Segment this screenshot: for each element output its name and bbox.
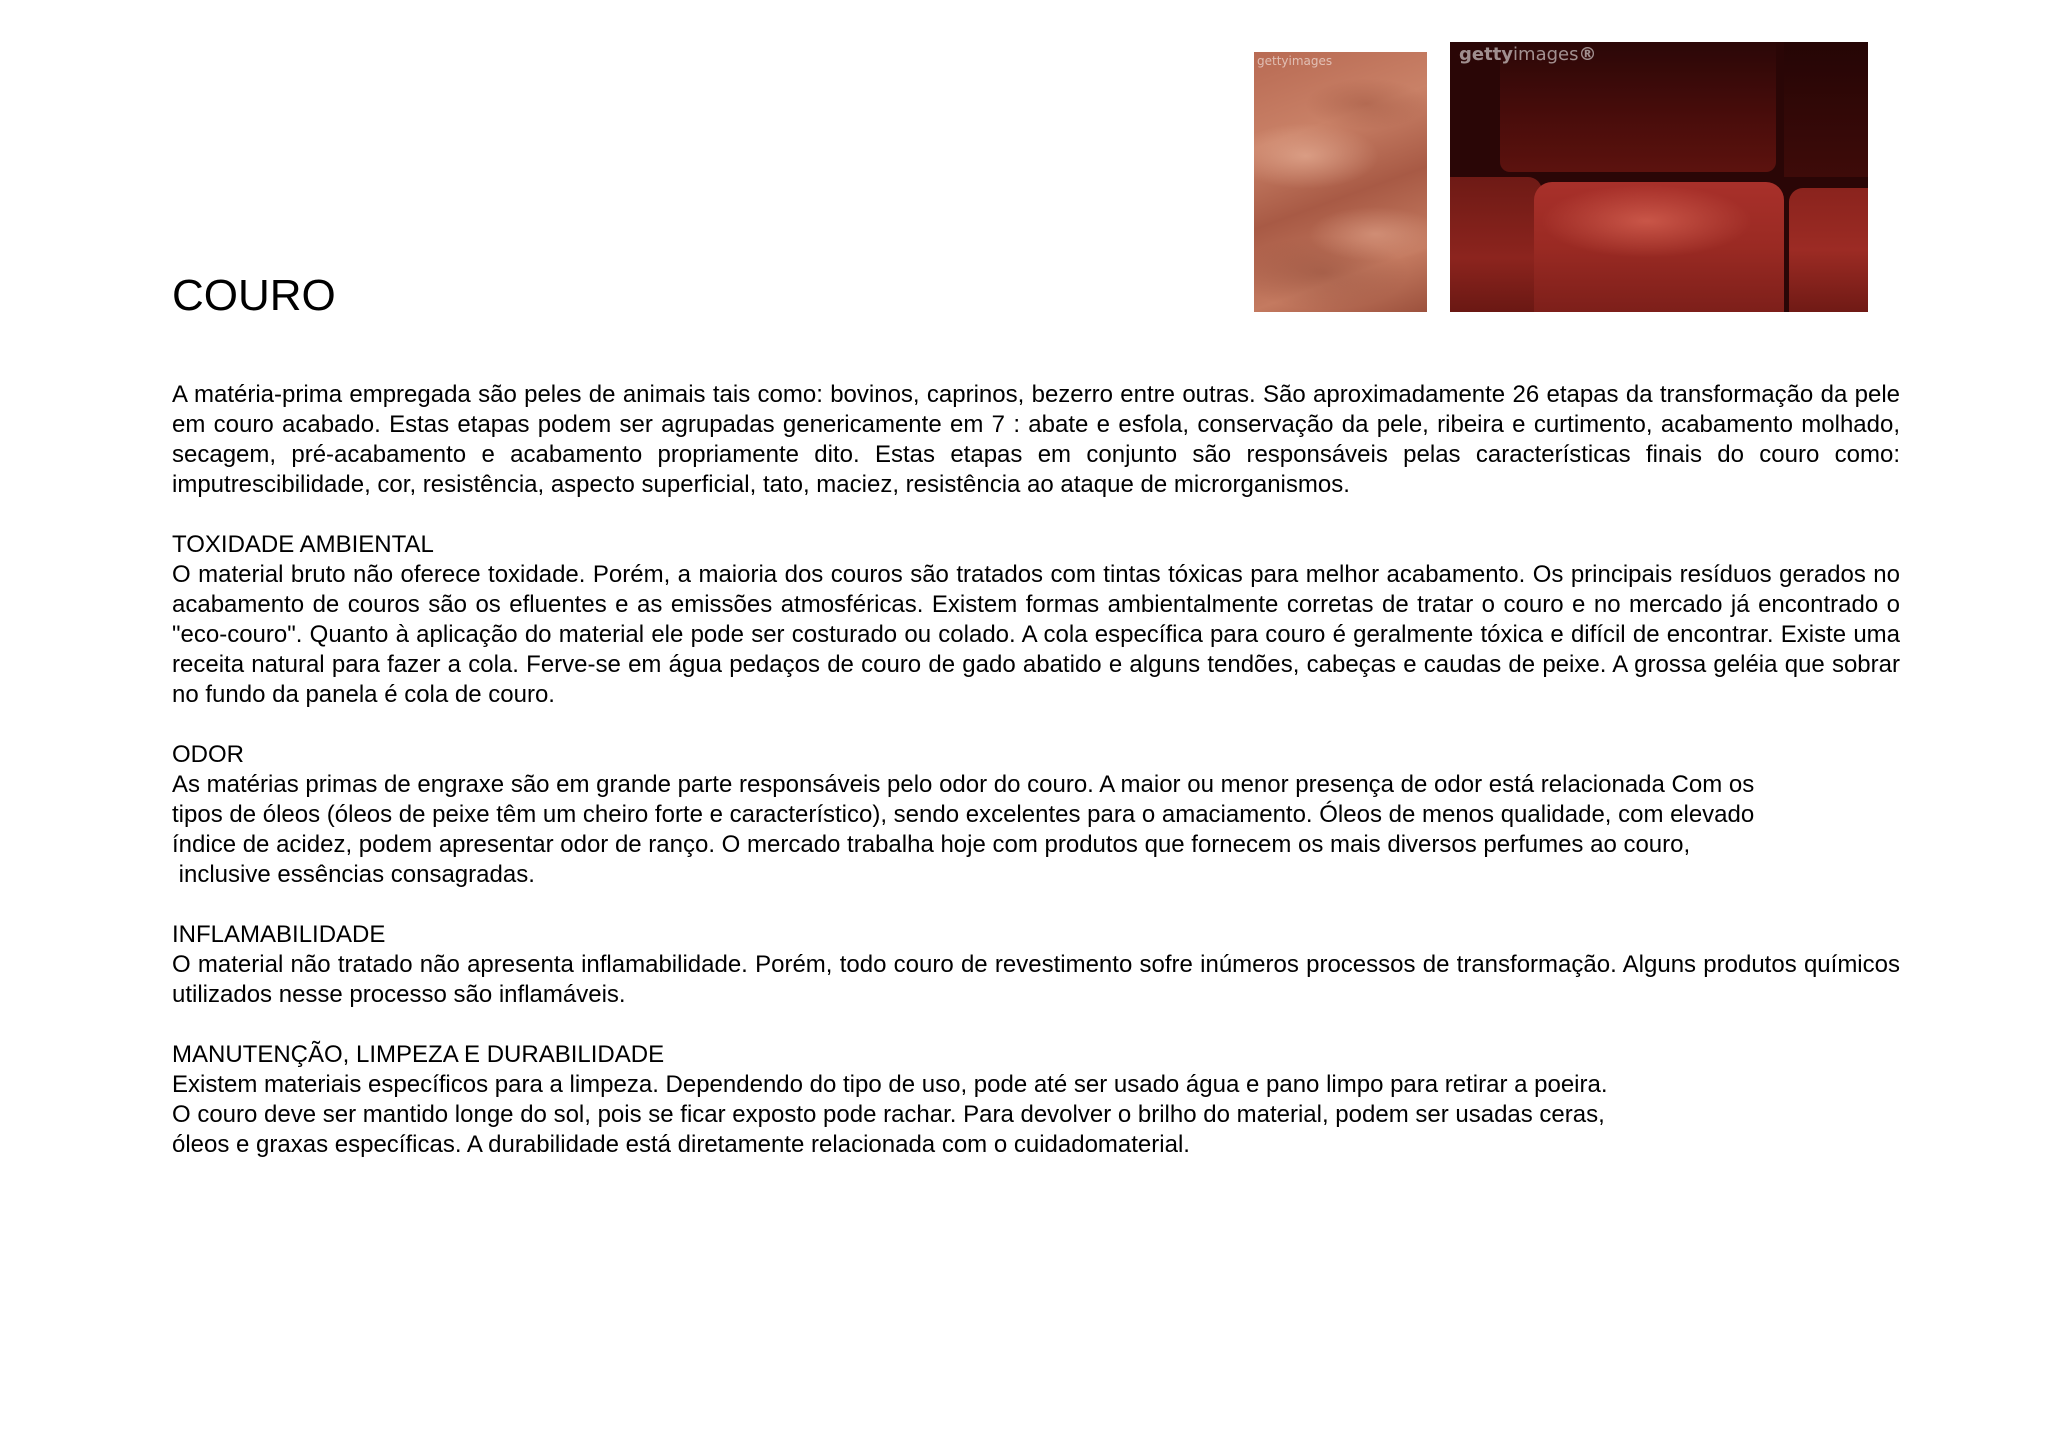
section-heading: TOXIDADE AMBIENTAL [172,531,434,558]
section-body [172,770,1900,890]
section-heading: INFLAMABILIDADE [172,921,386,948]
text-line: O couro deve ser mantido longe do sol, pois se ficar exposto pode rachar. Para devolver o brilho do material, podem ser usadas ceras, [172,1101,1605,1128]
text-line: As matérias primas de engraxe são em grande parte responsáveis pelo odor do couro. A maior ou menor presença de odor está relacionada Com os [172,771,1755,798]
section-manutencao [172,1040,1900,1160]
text-line: tipos de óleos (óleos de peixe têm um cheiro forte e característico), sendo excelentes para o amaciamento. Óleos de menos qualidade, com elevado [172,801,1755,828]
intro-paragraph: A matéria-prima empregada são peles de animais tais como: bovinos, caprinos, bezerro entre outras. São aproximadamente 26 etapas da transformação da pele em couro acabado. Estas etapas podem ser agrupadas genericamente em 7 : abate e esfola, conservação da pele, ribeira e curtimento, acabamento molhado, secagem, pré-acabamento e acabamento propriamente dito. Estas etapas em conjunto são responsáveis pelas características finais do couro como: imputrescibilidade, cor, resistência, aspecto superficial, tato, maciez, resistência ao ataque de microrganismos. [172,381,1900,498]
section-body: O material não tratado não apresenta inflamabilidade. Porém, todo couro de revestimento sofre inúmeros processos de transformação. Alguns produtos químicos utilizados nesse processo são inflamáveis. [172,951,1900,1008]
section-body [172,1070,1900,1160]
red-leather-sofa-photo [1450,42,1868,312]
section-heading: ODOR [172,741,244,768]
sofa-seat-left [1450,177,1542,312]
sofa-seat-right [1789,188,1868,312]
section-inflamabilidade [172,920,1900,1010]
section-heading: MANUTENÇÃO, LIMPEZA E DURABILIDADE [172,1041,665,1068]
photo-watermark: gettyimages® [1459,44,1597,65]
text-line: índice de acidez, podem apresentar odor de ranço. O mercado trabalha hoje com produtos que fornecem os mais diversos perfumes ao couro, [172,831,1691,858]
section-body: O material bruto não oferece toxidade. Porém, a maioria dos couros são tratados com tintas tóxicas para melhor acabamento. Os principais resíduos gerados no acabamento de couros são os efluentes e as emissões atmosféricas. Existem formas ambientalmente corretas de tratar o couro e no mercado já encontrado o "eco-couro". Quanto à aplicação do material ele pode ser costurado ou colado. A cola específica para couro é geralmente tóxica e difícil de encontrar. Existe uma receita natural para fazer a cola. Ferve-se em água pedaços de couro de gado abatido e alguns tendões, cabeças e caudas de peixe. A grossa geléia que sobrar no fundo da panela é cola de couro. [172,561,1900,708]
text-line: Existem materiais específicos para a limpeza. Dependendo do tipo de uso, pode até ser usado água e pano limpo para retirar a poeira. [172,1071,1608,1098]
text-line: óleos e graxas específicas. A durabilidade está diretamente relacionada com o cuidadomaterial. [172,1131,1190,1158]
photo-watermark: gettyimages [1257,54,1333,68]
document-body [172,380,1900,1160]
sofa-seat-cushion [1534,182,1785,312]
sofa-back-cushion-right [1784,42,1868,177]
leather-texture-photo [1254,52,1427,312]
section-odor [172,740,1900,890]
text-line: inclusive essências consagradas. [172,861,535,888]
page-title: COURO [172,271,336,320]
section-toxidade-ambiental [172,530,1900,710]
